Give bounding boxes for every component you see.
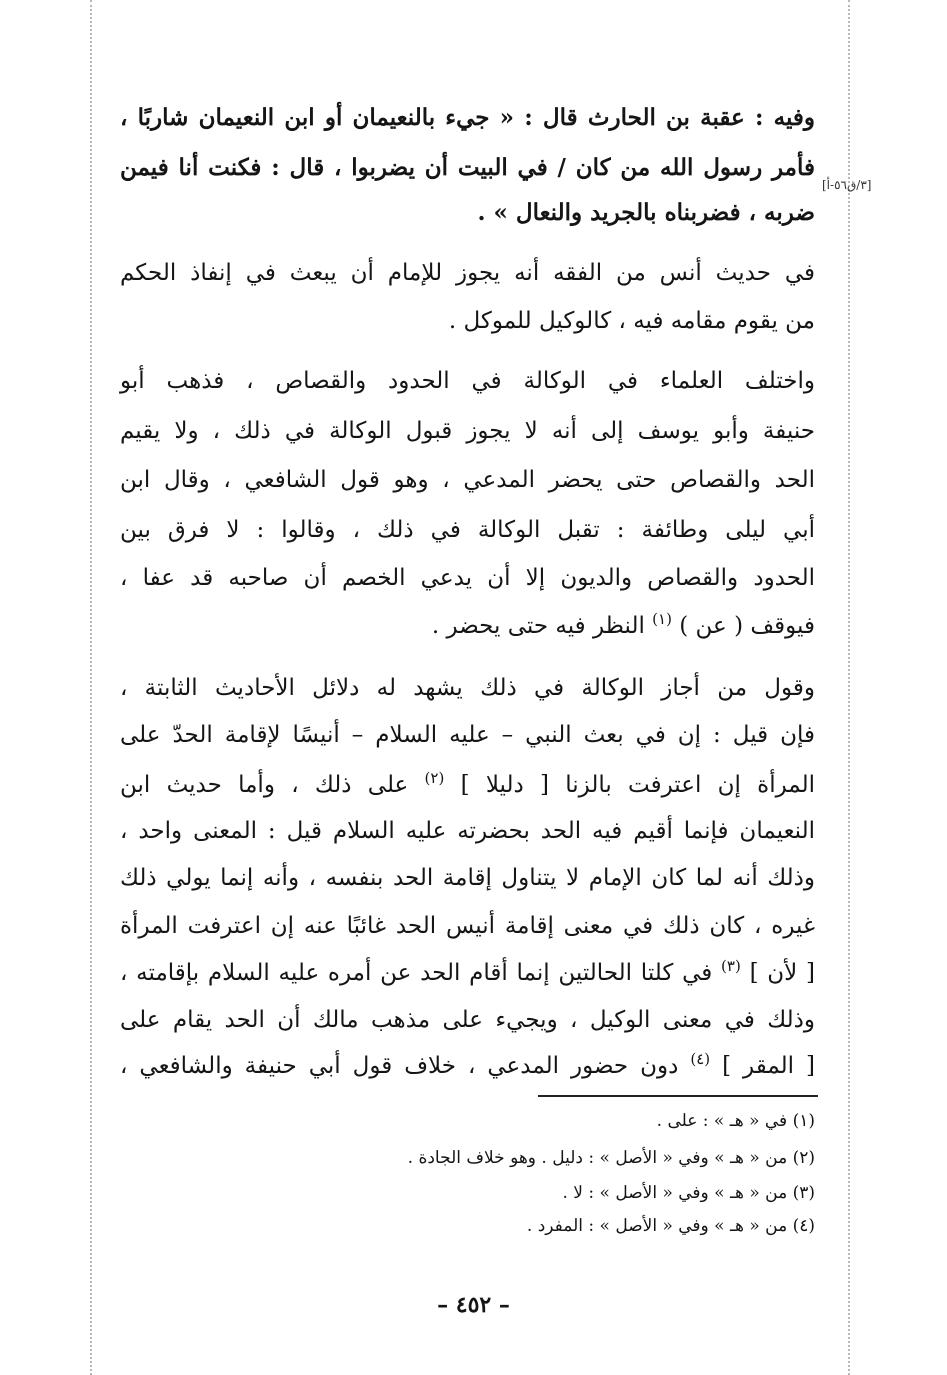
text-segment: النظر فيه حتى يحضر .	[431, 613, 645, 639]
body-line: فإن قيل : إن في بعث النبي – عليه السلام – أنيسًا لإقامة الحدّ على	[120, 722, 815, 748]
body-line-with-footnote	[120, 955, 815, 993]
body-line: في حديث أنس من الفقه أنه يجوز للإمام أن يبعث في إنفاذ الحكم	[120, 260, 815, 286]
body-line: النعيمان فإنما أقيم فيه الحد بحضرته عليه السلام قيل : المعنى واحد ،	[120, 818, 815, 844]
body-line-with-footnote	[120, 1048, 815, 1086]
footnote-ref: (١)	[652, 610, 672, 628]
text-segment: دون حضور المدعي ، خلاف قول أبي حنيفة والشافعي ،	[120, 1053, 679, 1079]
hadith-line: ضربه ، فضربناه بالجريد والنعال » .	[477, 199, 815, 226]
text-segment: على ذلك ، وأما حديث ابن	[120, 772, 409, 798]
body-line: أبي ليلى وطائفة : تقبل الوكالة في ذلك ، وقالوا : لا فرق بين	[120, 517, 815, 543]
footnote-ref: (٣)	[721, 957, 741, 975]
body-line: وقول من أجاز الوكالة في ذلك يشهد له دلائل الأحاديث الثابتة ،	[120, 675, 815, 701]
footnote: (٢) من « هـ » وفي « الأصل » : دليل . وهو خلاف الجادة .	[407, 1148, 815, 1168]
footnote-ref: (٤)	[690, 1050, 711, 1068]
footnote: (١) في « هـ » : على .	[656, 1111, 815, 1131]
footnote: (٤) من « هـ » وفي « الأصل » : المفرد .	[526, 1216, 815, 1236]
text-segment: [ لأن ]	[749, 960, 816, 986]
text-segment: فيوقف ( عن )	[679, 613, 815, 639]
text-segment: المرأة إن اعترفت بالزنا [ دليلا ]	[460, 772, 815, 798]
body-line: حنيفة وأبو يوسف إلى أنه لا يجوز قبول الوكالة في ذلك ، ولا يقيم	[120, 418, 815, 444]
manuscript-folio-note: [٣/ق٥٦-أ]	[822, 178, 872, 192]
body-line-with-footnote	[120, 608, 815, 646]
text-segment: [ المقر ]	[722, 1053, 816, 1079]
hadith-line: فأمر رسول الله من كان / في البيت أن يضربوا ، قال : فكنت أنا فيمن	[120, 154, 815, 181]
footnote: (٣) من « هـ » وفي « الأصل » : لا .	[562, 1183, 815, 1203]
footnote-ref: (٢)	[424, 769, 445, 787]
body-line: الحد والقصاص حتى يحضر المدعي ، وهو قول الشافعي ، وقال ابن	[120, 467, 815, 493]
text-segment: في كلتا الحالتين إنما أقام الحد عن أمره عليه السلام بإقامته ،	[120, 960, 713, 986]
page-number: – ٤٥٢ –	[437, 1292, 510, 1318]
body-line: واختلف العلماء في الوكالة في الحدود والقصاص ، فذهب أبو	[120, 368, 815, 394]
hadith-line: وفيه : عقبة بن الحارث قال : « جيء بالنعيمان أو ابن النعيمان شاربًا ،	[120, 104, 815, 131]
body-line: غيره ، كان ذلك في معنى إقامة أنيس الحد غائبًا عنه إن اعترفت المرأة	[120, 913, 815, 939]
body-line-with-footnote	[120, 767, 815, 805]
body-line: من يقوم مقامه فيه ، كالوكيل للموكل .	[448, 308, 815, 334]
footnote-separator	[538, 1095, 818, 1097]
body-line: الحدود والقصاص والديون إلا أن يدعي الخصم أن صاحبه قد عفا ،	[120, 565, 815, 591]
body-line: وذلك في معنى الوكيل ، ويجيء على مذهب مالك أن الحد يقام على	[120, 1007, 815, 1033]
body-line: وذلك أنه لما كان الإمام لا يتناول إقامة الحد بنفسه ، وأنه إنما يولي ذلك	[120, 865, 815, 891]
